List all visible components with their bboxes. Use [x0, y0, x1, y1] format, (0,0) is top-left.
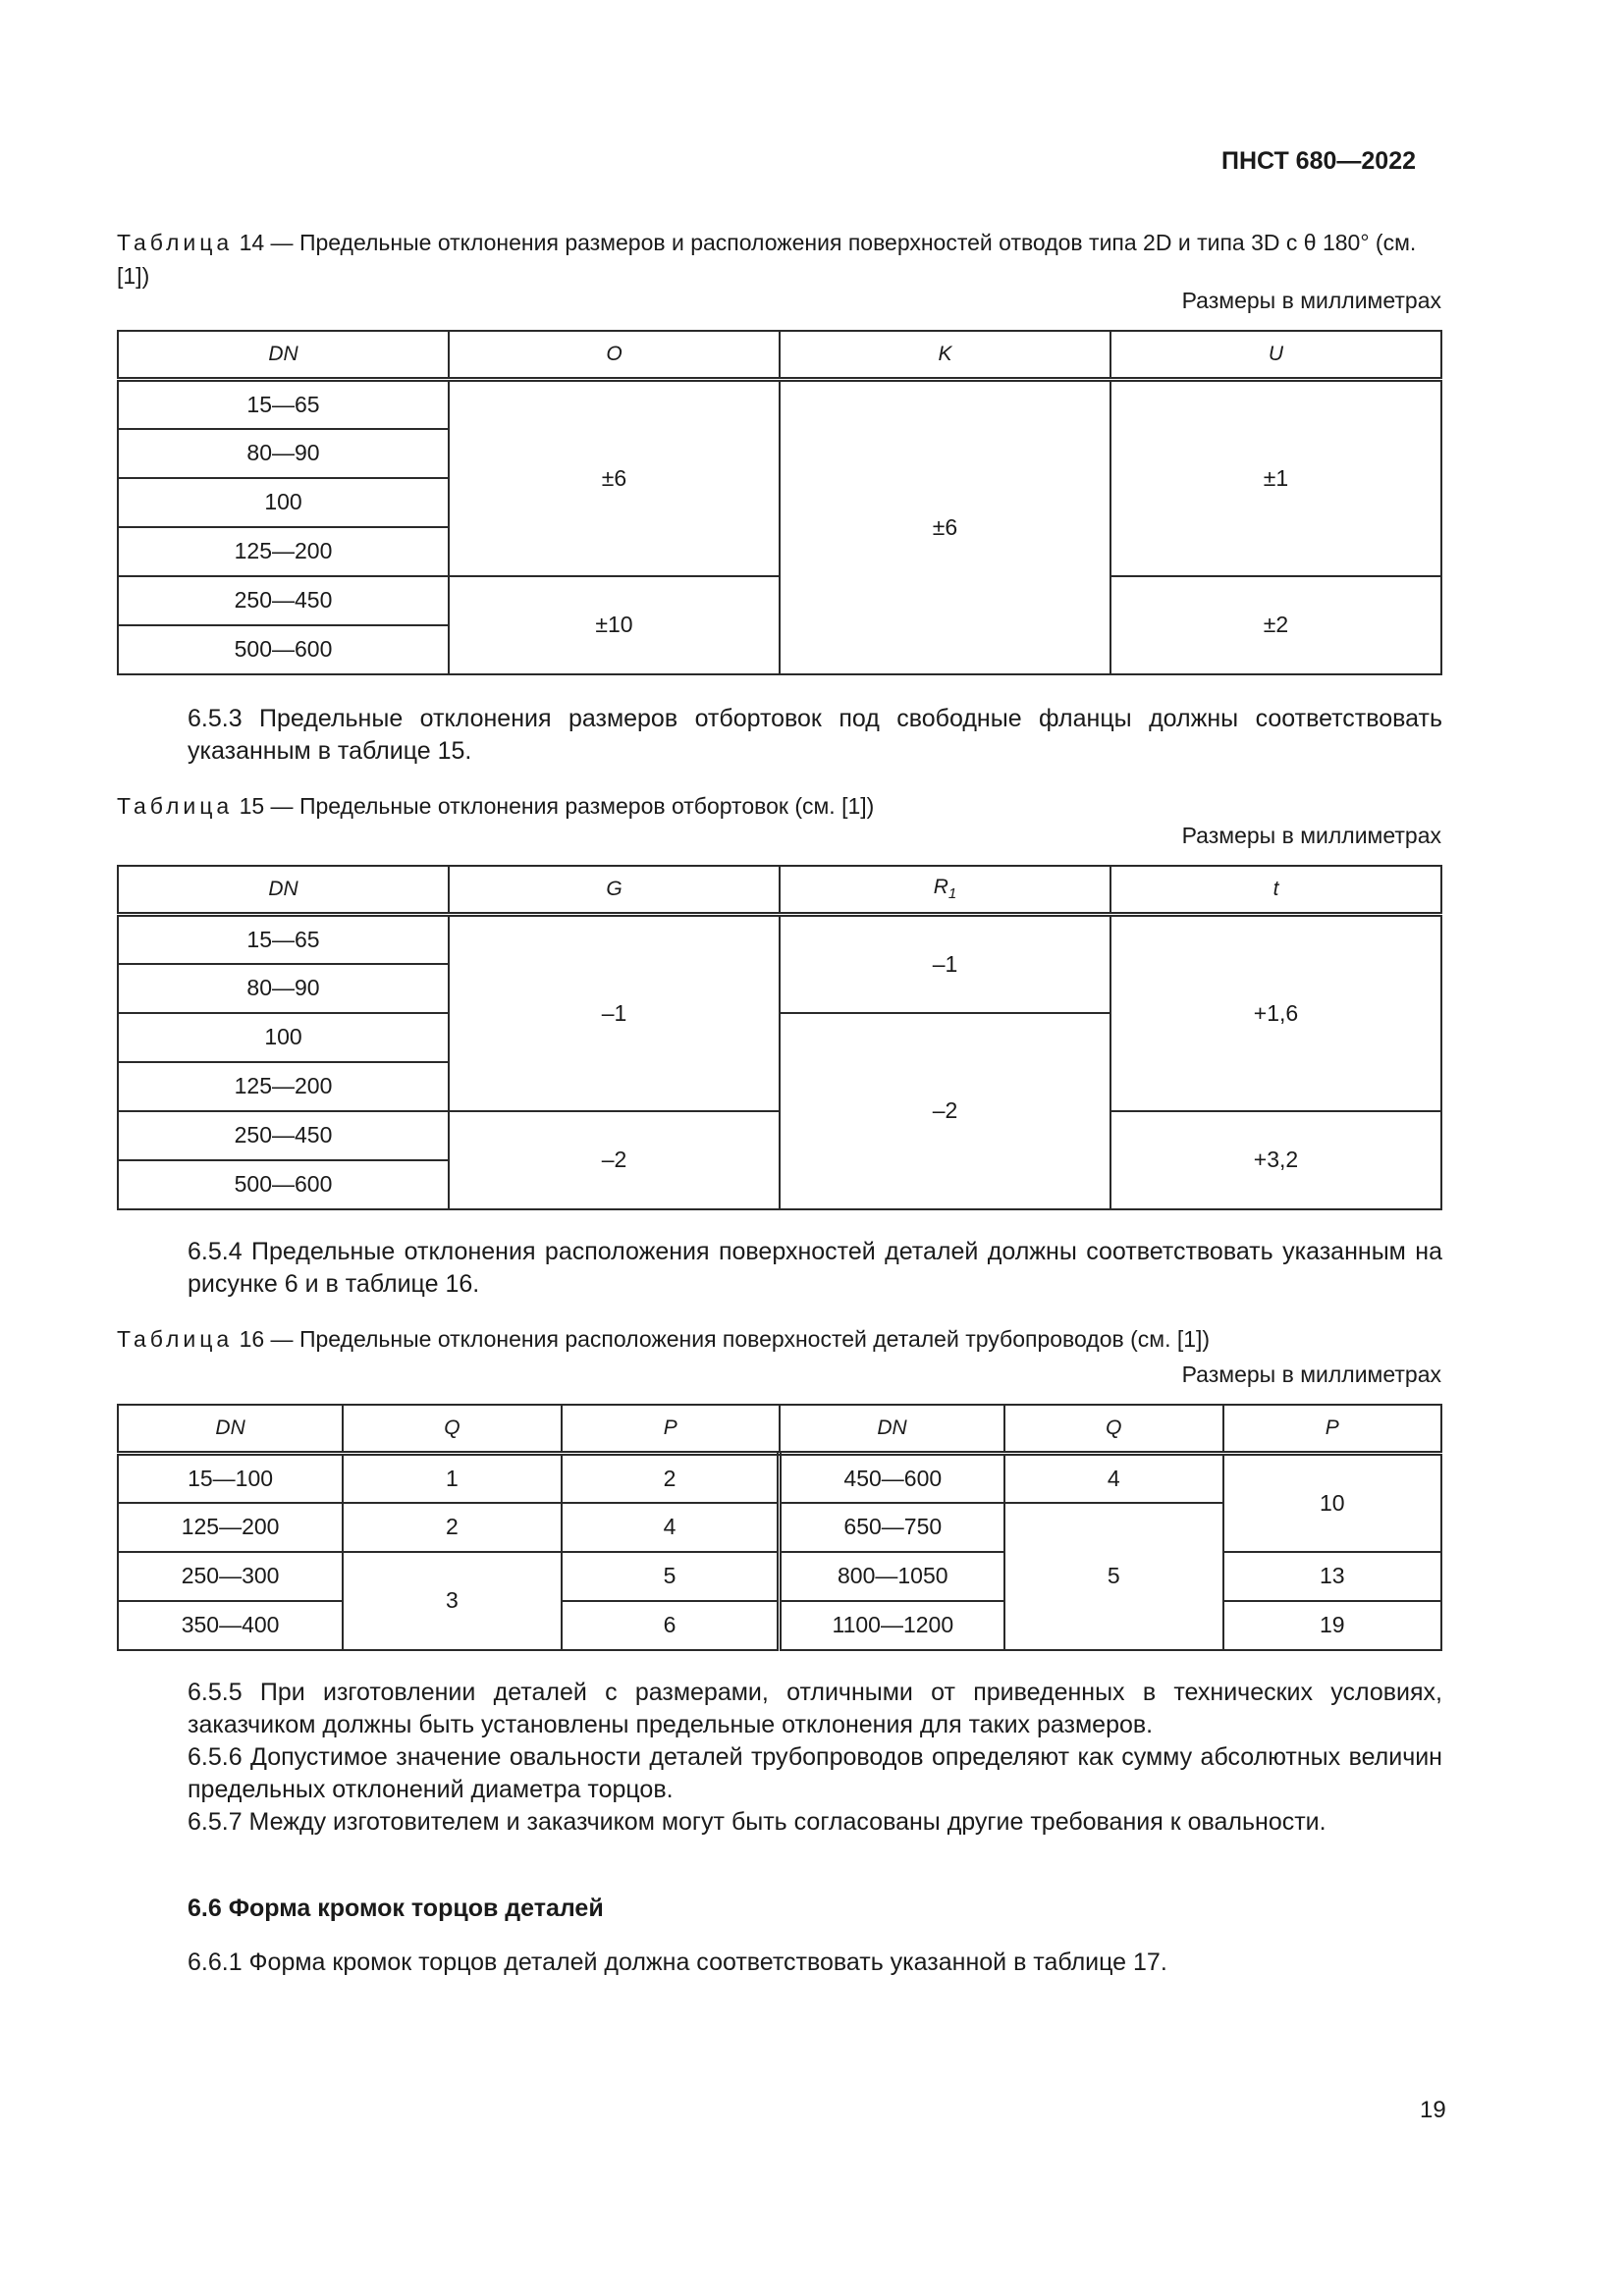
dn-cell: 80—90: [118, 429, 449, 478]
dn-cell: 15—65: [118, 915, 449, 964]
paragraph-6-5-4: [117, 1236, 1442, 1301]
document-code: ПНСТ 680—2022: [1221, 147, 1416, 175]
dn-cell: 125—200: [118, 527, 449, 576]
table14-caption-text: 14 — Предельные отклонения размеров и расположения поверхностей отводов типа 2D и типа 3D с θ 180° (см. [1]): [117, 230, 1417, 289]
u-cell: ±1: [1110, 380, 1441, 576]
dn-cell: 15—65: [118, 380, 449, 429]
g-cell: –1: [449, 915, 780, 1111]
table15-caption-word: Таблица: [117, 793, 234, 819]
col-header-dn: DN: [118, 1405, 343, 1454]
r-subscript: 1: [947, 885, 957, 903]
dn-cell: 800—1050: [780, 1552, 1004, 1601]
dn-cell: 350—400: [118, 1601, 343, 1650]
col-header-p: P: [1223, 1405, 1441, 1454]
paragraph-6-6-1: [117, 1947, 1442, 1979]
paragraph-text: 6.5.7 Между изготовителем и заказчиком могут быть согласованы другие требования к овальности.: [188, 1808, 1326, 1836]
r-cell: –2: [780, 1013, 1110, 1209]
col-header-dn: DN: [780, 1405, 1004, 1454]
q-cell: 5: [1004, 1503, 1222, 1650]
table16-caption: [117, 1322, 1210, 1356]
o-cell: ±10: [449, 576, 780, 674]
dn-cell: 250—450: [118, 1111, 449, 1160]
col-header-u: U: [1110, 331, 1441, 380]
r-letter: R: [933, 876, 948, 899]
page-number: 19: [1420, 2097, 1446, 2123]
paragraph-text: 6.5.4 Предельные отклонения расположения поверхностей деталей должны соответствовать указанным на рисунке 6 и в таблице 16.: [188, 1238, 1442, 1298]
p-cell: 4: [562, 1503, 780, 1552]
dn-cell: 80—90: [118, 964, 449, 1013]
p-cell: 6: [562, 1601, 780, 1650]
p-cell: 10: [1223, 1454, 1441, 1552]
q-cell: 2: [343, 1503, 561, 1552]
table16-caption-word: Таблица: [117, 1326, 234, 1352]
col-header-k: K: [780, 331, 1110, 380]
table16-caption-text: 16 — Предельные отклонения расположения поверхностей деталей трубопроводов (см. [1]): [233, 1326, 1211, 1352]
paragraph-text: 6.5.6 Допустимое значение овальности деталей трубопроводов определяют как сумму абсолютных величин предельных отклонений диаметра торцов.: [188, 1743, 1442, 1803]
dn-cell: 1100—1200: [780, 1601, 1004, 1650]
paragraph-6-5-6: [117, 1741, 1442, 1806]
table15-caption: [117, 789, 874, 823]
table-15: [117, 865, 1442, 1210]
table16-units: Размеры в миллиметрах: [1181, 1362, 1441, 1387]
table-14: [117, 330, 1442, 675]
q-cell: 4: [1004, 1454, 1222, 1503]
dn-cell: 450—600: [780, 1454, 1004, 1503]
paragraph-text: 6.6.1 Форма кромок торцов деталей должна соответствовать указанной в таблице 17.: [188, 1949, 1167, 1976]
dn-cell: 500—600: [118, 1160, 449, 1209]
dn-cell: 500—600: [118, 625, 449, 674]
t-cell: +3,2: [1110, 1111, 1441, 1209]
p-cell: 19: [1223, 1601, 1441, 1650]
o-cell: ±6: [449, 380, 780, 576]
col-header-dn: DN: [118, 331, 449, 380]
paragraph-6-5-3: [117, 703, 1442, 768]
table14-units: Размеры в миллиметрах: [1181, 288, 1441, 313]
p-cell: 5: [562, 1552, 780, 1601]
k-cell: ±6: [780, 380, 1110, 674]
dn-cell: 250—450: [118, 576, 449, 625]
section-heading-6-6: 6.6 Форма кромок торцов деталей: [188, 1895, 604, 1922]
col-header-o: O: [449, 331, 780, 380]
col-header-p: P: [562, 1405, 780, 1454]
dn-cell: 650—750: [780, 1503, 1004, 1552]
dn-cell: 15—100: [118, 1454, 343, 1503]
q-cell: 1: [343, 1454, 561, 1503]
table-16: [117, 1404, 1442, 1651]
paragraph-text: 6.5.5 При изготовлении деталей с размерами, отличными от приведенных в технических условиях, заказчиком должны быть установлены предельные отклонения для таких размеров.: [188, 1679, 1442, 1738]
col-header-q: Q: [1004, 1405, 1222, 1454]
paragraph-6-5-7: [117, 1806, 1442, 1839]
g-cell: –2: [449, 1111, 780, 1209]
col-header-q: Q: [343, 1405, 561, 1454]
table15-caption-text: 15 — Предельные отклонения размеров отбортовок (см. [1]): [233, 793, 875, 819]
dn-cell: 250—300: [118, 1552, 343, 1601]
table15-units: Размеры в миллиметрах: [1181, 823, 1441, 848]
col-header-dn: DN: [118, 866, 449, 915]
dn-cell: 100: [118, 478, 449, 527]
p-cell: 13: [1223, 1552, 1441, 1601]
q-cell: 3: [343, 1552, 561, 1650]
dn-cell: 125—200: [118, 1062, 449, 1111]
table14-caption-word: Таблица: [117, 230, 234, 255]
paragraph-text: 6.5.3 Предельные отклонения размеров отбортовок под свободные фланцы должны соответствовать указанным в таблице 15.: [188, 705, 1442, 765]
dn-cell: 125—200: [118, 1503, 343, 1552]
col-header-r1: [780, 866, 1110, 915]
table14-caption: [117, 226, 1442, 293]
p-cell: 2: [562, 1454, 780, 1503]
col-header-g: G: [449, 866, 780, 915]
u-cell: ±2: [1110, 576, 1441, 674]
dn-cell: 100: [118, 1013, 449, 1062]
col-header-t: t: [1110, 866, 1441, 915]
paragraph-6-5-5: [117, 1677, 1442, 1741]
t-cell: +1,6: [1110, 915, 1441, 1111]
r-cell: –1: [780, 915, 1110, 1013]
